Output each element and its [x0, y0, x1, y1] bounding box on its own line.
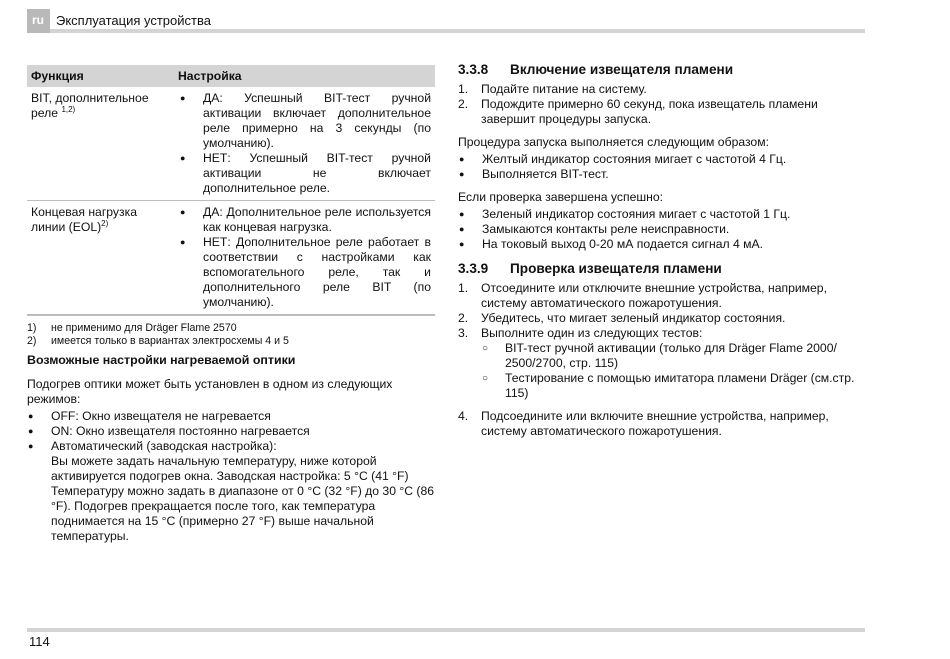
- list-item: ● Замыкаются контакты реле неисправности.: [458, 222, 865, 237]
- step-number: 3.: [458, 326, 469, 340]
- step-number: 1.: [458, 82, 469, 96]
- setting-option: ● НЕТ: Дополнительное реле работает в соответствии с настройками как вспомогательного реле, так и дополнительного реле BIT (по умолчанию).: [178, 235, 431, 310]
- column-header-setting: Настройка: [174, 65, 435, 87]
- section-title: Включение извещателя пламени: [510, 62, 734, 77]
- function-cell: [27, 201, 174, 316]
- section-heading-3-3-8: [458, 61, 865, 78]
- sub-list-item: ○ BIT-тест ручной активации (только для Dräger Flame 2000/ 2500/2700, стр. 115): [458, 341, 865, 371]
- step-text: Подайте питание на систему.: [481, 82, 647, 96]
- setting-cell: [174, 201, 435, 316]
- step-text: Подождите примерно 60 секунд, пока извещатель пламени завершит процедуры запуска.: [481, 97, 818, 126]
- left-column: [27, 65, 435, 544]
- step-text: Убедитесь, что мигает зеленый индикатор состояния.: [481, 311, 786, 325]
- setting-option: ● ДА: Успешный BIT-тест ручной активации включает дополнительное реле примерно на 3 секунды (по умолчанию).: [178, 91, 431, 151]
- section-heading-3-3-9: [458, 260, 865, 277]
- function-name: Концевая нагрузка линии (EOL): [31, 205, 137, 234]
- function-name: BIT, дополнительное реле: [31, 91, 149, 120]
- list-item: [458, 409, 865, 439]
- header-rule: [50, 29, 865, 33]
- footnote: [27, 322, 435, 335]
- list-item: ● Выполняется BIT-тест.: [458, 167, 865, 182]
- footnote-ref: 1,2): [61, 104, 76, 114]
- success-list: [458, 207, 865, 252]
- step-text: Выполните один из следующих тестов:: [481, 326, 703, 340]
- setting-cell: [174, 87, 435, 201]
- list-item: [458, 281, 865, 311]
- step-number: 1.: [458, 281, 469, 295]
- list-item: [458, 326, 865, 341]
- section-title: Проверка извещателя пламени: [510, 261, 722, 276]
- list-item: ● ON: Окно извещателя постоянно нагревается: [27, 424, 435, 439]
- footnote-number: 2): [27, 335, 37, 347]
- list-item: ● Автоматический (заводская настройка):: [27, 439, 435, 454]
- running-header-title: Эксплуатация устройства: [56, 13, 211, 28]
- heating-intro: Подогрев оптики может быть установлен в одном из следующих режимов:: [27, 377, 393, 406]
- function-cell: [27, 87, 174, 201]
- table-row: [27, 87, 435, 201]
- step-number: 4.: [458, 409, 469, 423]
- sub-list-item: ○ Тестирование с помощью имитатора пламени Dräger (см.стр. 115): [458, 371, 865, 401]
- step-number: 2.: [458, 97, 469, 111]
- footnote-text: имеется только в вариантах электросхемы 4 и 5: [51, 335, 289, 347]
- setting-option: ● ДА: Дополнительное реле используется как концевая нагрузка.: [178, 205, 431, 235]
- list-item: ● Зеленый индикатор состояния мигает с частотой 1 Гц.: [458, 207, 865, 222]
- list-item: ● На токовый выход 0-20 мА подается сигнал 4 мА.: [458, 237, 865, 252]
- footnote-ref: 2): [101, 218, 109, 228]
- footnote-text: не применимо для Dräger Flame 2570: [51, 322, 237, 334]
- ordered-list: [458, 82, 865, 127]
- right-column: [458, 61, 865, 439]
- list-item: [458, 311, 865, 326]
- page-number: 114: [29, 634, 50, 649]
- footnote-number: 1): [27, 322, 37, 334]
- table-row: [27, 201, 435, 316]
- startup-list: [458, 152, 865, 182]
- auto-mode-description: Вы можете задать начальную температуру, ниже которой активируется подогрев окна. Заводская настройка: 5 °C (41 °F) Температуру можно задать в диапазоне от 0 °C (32 °F) до 30 °C (86 °F). Подогрев прекращается после того, как температура поднимается на 15 °C (примерно 27 °F) выше начальной температуры.: [51, 454, 435, 543]
- list-item: [458, 82, 865, 97]
- list-item: ● OFF: Окно извещателя не нагревается: [27, 409, 435, 424]
- section-number: 3.3.8: [458, 62, 489, 77]
- step-number: 2.: [458, 311, 469, 325]
- heating-subheading: Возможные настройки нагреваемой оптики: [27, 353, 296, 367]
- column-header-function: Функция: [27, 65, 174, 87]
- heating-modes-list: [27, 409, 435, 544]
- table-header-row: [27, 65, 435, 87]
- list-item: [458, 97, 865, 127]
- startup-intro: Процедура запуска выполняется следующим образом:: [458, 135, 769, 149]
- ordered-list: [458, 281, 865, 439]
- footer-rule: [27, 628, 865, 632]
- footnote: [27, 335, 435, 348]
- settings-table: [27, 65, 435, 316]
- step-text: Отсоедините или отключите внешние устройства, например, систему автоматического пожаротушения.: [481, 281, 827, 310]
- section-number: 3.3.9: [458, 261, 489, 276]
- success-intro: Если проверка завершена успешно:: [458, 190, 664, 204]
- list-item: ● Желтый индикатор состояния мигает с частотой 4 Гц.: [458, 152, 865, 167]
- setting-option: ● НЕТ: Успешный BIT-тест ручной активации не включает дополнительное реле.: [178, 151, 431, 196]
- footnotes: [27, 322, 435, 348]
- language-code: ru: [32, 13, 44, 27]
- step-text: Подсоедините или включите внешние устройства, например, систему автоматического пожаротушения.: [481, 409, 829, 438]
